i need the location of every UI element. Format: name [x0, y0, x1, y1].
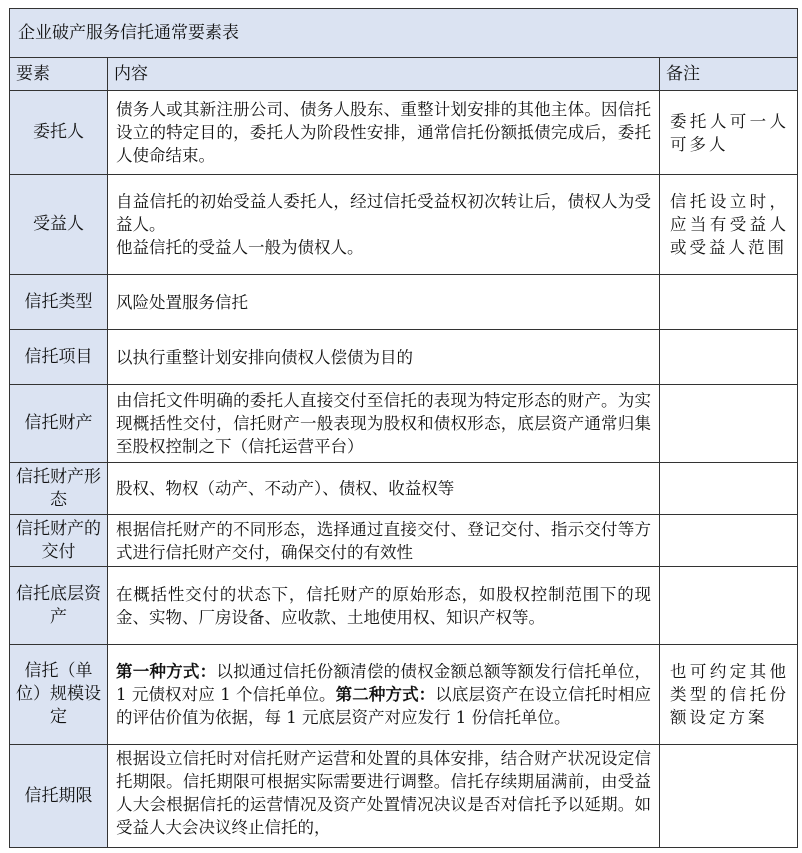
table-row	[10, 175, 798, 275]
table-row	[10, 275, 798, 330]
header-element: 要素	[10, 58, 108, 91]
content-line: 债务人或其新注册公司、债务人股东、重整计划安排的其他主体。因信托设立的特定目的，委托人为阶段性安排，通常信托份额抵债完成后，委托人使命结束。	[116, 100, 651, 165]
row-remark	[660, 275, 798, 330]
row-content	[108, 745, 660, 848]
row-content	[108, 567, 660, 645]
row-content	[108, 645, 660, 745]
content-line: 以执行重整计划安排向债权人偿债为目的	[116, 347, 413, 367]
method-two-text: 以底层资产在设立信托时相应的评估价值为依据，每 1 元底层资产对应发行 1 份信托单位。	[116, 685, 652, 727]
row-remark	[660, 515, 798, 567]
table-row	[10, 91, 798, 175]
row-remark	[660, 745, 798, 848]
content-line: 由信托文件明确的委托人直接交付至信托的表现为特定形态的财产。为实现概括性交付，信托财产一般表现为股权和债权形态，底层资产通常归集至股权控制之下（信托运营平台）	[116, 391, 651, 456]
trust-elements-table	[9, 8, 798, 848]
row-label: 信托财产形态	[10, 463, 108, 515]
table-row	[10, 745, 798, 848]
content-line: 他益信托的受益人一般为债权人。	[116, 238, 364, 257]
row-label: 委托人	[10, 91, 108, 175]
content-line: 股权、物权（动产、不动产）、债权、收益权等	[116, 479, 455, 498]
method-one-label: 第一种方式：	[116, 662, 217, 681]
header-content: 内容	[108, 58, 660, 91]
content-line: 根据设立信托时对信托财产运营和处置的具体安排，结合财产状况设定信托期限。信托期限可根据实际需要进行调整。信托存续期届满前，由受益人大会根据信托的运营情况及资产处置情况决议是否对信托予以延期。如受益人大会决议终止信托的，	[116, 749, 651, 837]
table-row	[10, 515, 798, 567]
table-row	[10, 463, 798, 515]
row-label: 信托项目	[10, 330, 108, 385]
row-content	[108, 515, 660, 567]
method-two-label: 第二种方式：	[335, 685, 436, 704]
row-label: 信托底层资产	[10, 567, 108, 645]
row-remark: 也可约定其他类型的信托份额设定方案	[660, 645, 798, 745]
row-label: 信托（单位）规模设定	[10, 645, 108, 745]
row-label: 受益人	[10, 175, 108, 275]
content-line: 根据信托财产的不同形态，选择通过直接交付、登记交付、指示交付等方式进行信托财产交付，确保交付的有效性	[116, 519, 651, 562]
content-line: 自益信托的初始受益人委托人，经过信托受益权初次转让后，债权人为受益人。	[116, 192, 651, 234]
row-content	[108, 175, 660, 275]
table-title: 企业破产服务信托通常要素表	[10, 9, 798, 58]
row-remark: 信托设立时，应当有受益人或受益人范围	[660, 175, 798, 275]
table-row	[10, 567, 798, 645]
method-one-text: 以拟通过信托份额清偿的债权金额总额等额发行信托单位，1 元债权对应 1 个信托单位。	[116, 662, 652, 704]
row-content	[108, 463, 660, 515]
row-remark	[660, 330, 798, 385]
row-remark	[660, 567, 798, 645]
row-content	[108, 385, 660, 463]
row-remark	[660, 463, 798, 515]
content-line: 在概括性交付的状态下，信托财产的原始形态，如股权控制范围下的现金、实物、厂房设备、应收款、土地使用权、知识产权等。	[116, 584, 651, 627]
row-remark	[660, 385, 798, 463]
table-row	[10, 645, 798, 745]
row-label: 信托财产	[10, 385, 108, 463]
table-row	[10, 330, 798, 385]
row-content	[108, 275, 660, 330]
row-remark: 委托人可一人可多人	[660, 91, 798, 175]
row-label: 信托财产的交付	[10, 515, 108, 567]
row-label: 信托类型	[10, 275, 108, 330]
content-line: 风险处置服务信托	[116, 292, 248, 312]
table-row	[10, 385, 798, 463]
row-label: 信托期限	[10, 745, 108, 848]
row-content	[108, 91, 660, 175]
header-remark: 备注	[660, 58, 798, 91]
row-content	[108, 330, 660, 385]
